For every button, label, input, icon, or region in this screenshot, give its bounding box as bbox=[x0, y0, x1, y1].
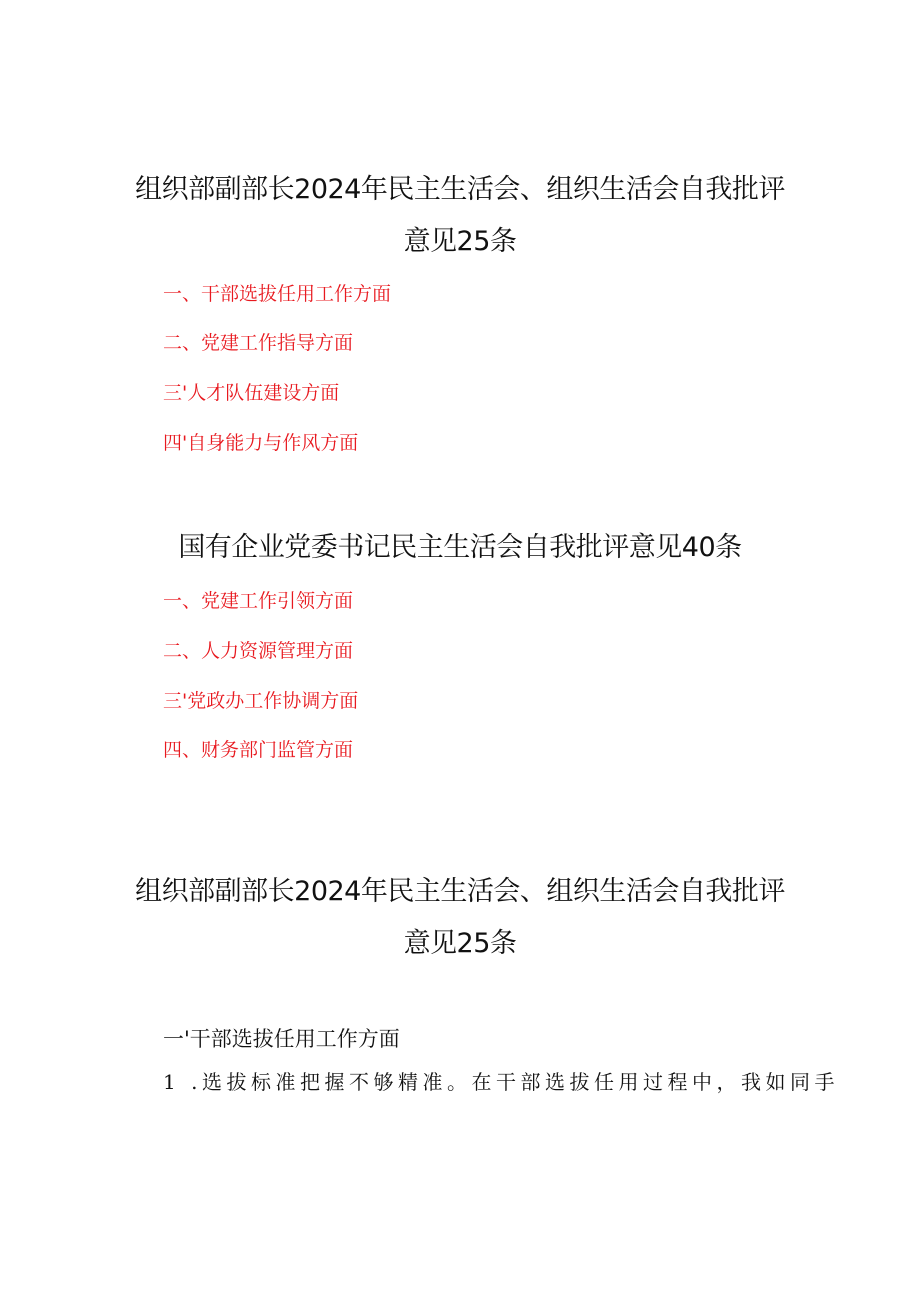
doc1-toc-item-3[interactable]: 三'人才队伍建设方面 bbox=[163, 382, 340, 404]
doc2-toc-item-1[interactable]: 一、党建工作引领方面 bbox=[163, 590, 354, 612]
doc2-title: 国有企业党委书记民主生活会自我批评意见40条 bbox=[178, 532, 742, 563]
body-title-line2: 意见25条 bbox=[403, 928, 517, 959]
doc1-title-line1: 组织部副部长2024年民主生活会、组织生活会自我批评 bbox=[135, 174, 785, 205]
doc1-toc-item-1[interactable]: 一、干部选拔任用工作方面 bbox=[163, 283, 392, 305]
doc1-toc-item-2[interactable]: 二、党建工作指导方面 bbox=[163, 332, 354, 354]
doc2-toc-item-3[interactable]: 三'党政办工作协调方面 bbox=[163, 690, 359, 712]
body-title-line1: 组织部副部长2024年民主生活会、组织生活会自我批评 bbox=[135, 876, 785, 907]
body-section-heading: 一'干部选拔任用工作方面 bbox=[163, 1027, 400, 1051]
doc1-title-line2: 意见25条 bbox=[403, 226, 517, 257]
doc1-toc-item-4[interactable]: 四'自身能力与作风方面 bbox=[163, 432, 359, 454]
doc2-toc-item-2[interactable]: 二、人力资源管理方面 bbox=[163, 640, 354, 662]
doc2-toc-item-4[interactable]: 四、财务部门监管方面 bbox=[163, 739, 354, 761]
body-paragraph-line: 1 .选拔标准把握不够精准。在干部选拔任用过程中，我如同手 bbox=[163, 1070, 839, 1094]
